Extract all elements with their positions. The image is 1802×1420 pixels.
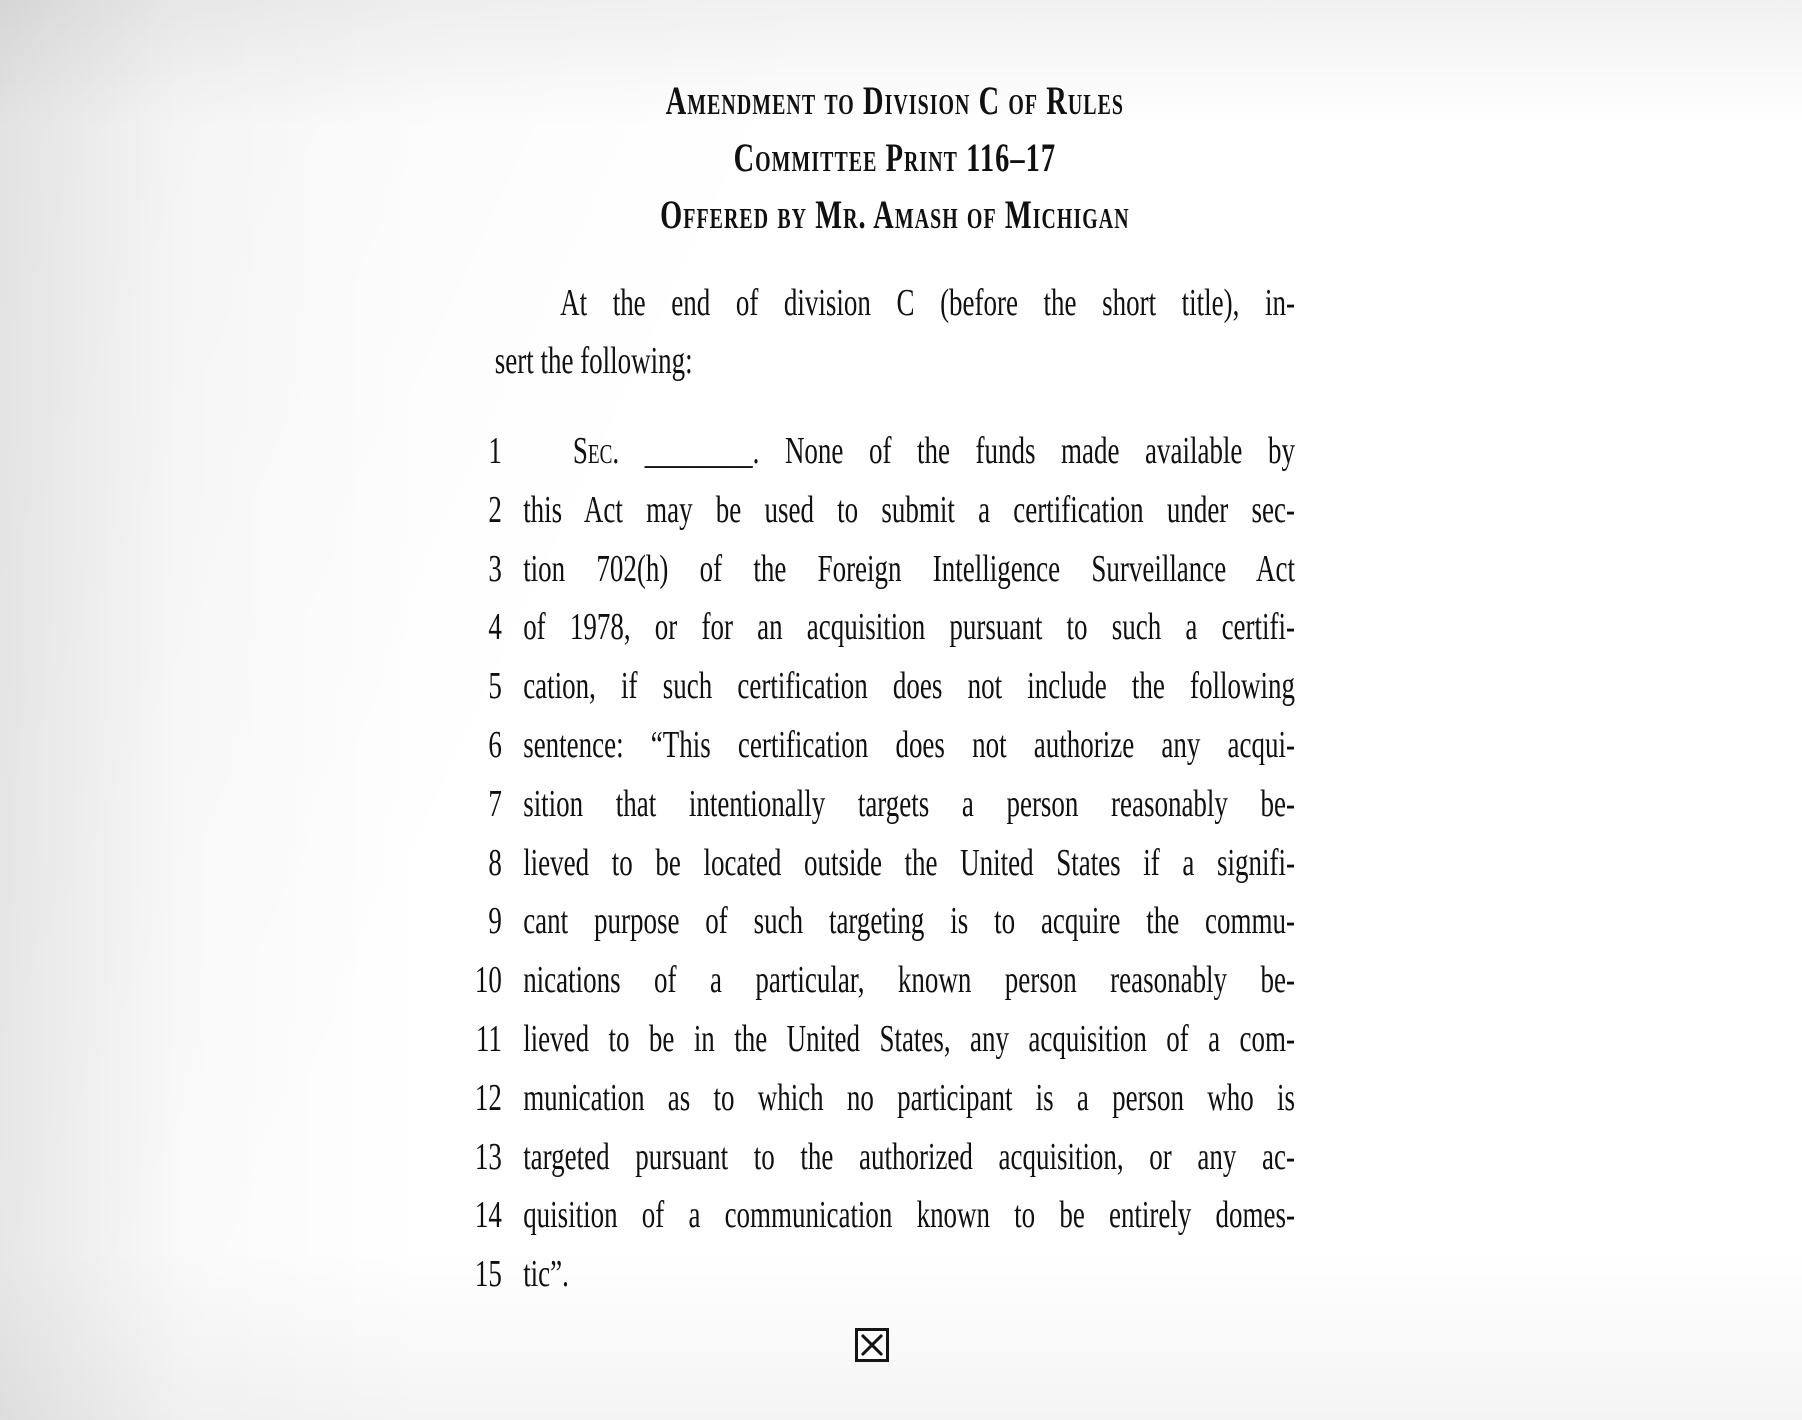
line-number: 14 [474, 1194, 502, 1237]
body-line [460, 716, 1295, 775]
numbered-text-block [460, 422, 1295, 1304]
line-number: 3 [488, 547, 502, 590]
body-line [460, 1128, 1295, 1187]
doc-title-line-1: Amendment to Division C of Rules [665, 78, 1125, 123]
line-number: 13 [474, 1135, 502, 1178]
line-text: tic”. [523, 1253, 569, 1296]
body-line [460, 1245, 1295, 1304]
line-text: targeted pursuant to the authorized acquisition, or any ac- [523, 1135, 1295, 1178]
body-line [460, 775, 1295, 834]
doc-title-line-3: Offered by Mr. Amash of Michigan [660, 192, 1130, 237]
line-number: 10 [474, 959, 502, 1002]
document-content [460, 0, 1295, 1420]
line-number: 15 [474, 1253, 502, 1296]
line-text: munication as to which no participant is a person who is [523, 1076, 1295, 1119]
document-header [495, 72, 1295, 243]
amendatory-instruction [495, 274, 1295, 390]
line-text: cation, if such certification does not include the following [523, 665, 1295, 708]
body-line [460, 1069, 1295, 1128]
sec-label: Sec. [572, 430, 620, 472]
line-number: 1 [488, 430, 502, 472]
doc-title-line-2: Committee Print 116–17 [733, 135, 1057, 180]
body-line [460, 834, 1295, 893]
body-line [460, 951, 1295, 1010]
line-text: quisition of a communication known to be entirely domes- [523, 1194, 1295, 1237]
line-number: 2 [488, 488, 502, 531]
line-text: nications of a particular, known person reasonably be- [523, 959, 1295, 1002]
line-number: 9 [488, 900, 502, 943]
line-number: 11 [475, 1017, 502, 1060]
body-line [460, 481, 1295, 540]
line-text: sition that intentionally targets a person reasonably be- [523, 782, 1295, 825]
body-line [460, 540, 1295, 599]
line-text [523, 422, 1295, 481]
body-line [460, 892, 1295, 951]
line-text: this Act may be used to submit a certification under sec- [523, 488, 1295, 531]
line-number: 4 [488, 606, 502, 649]
line-text: of 1978, or for an acquisition pursuant to such a certifi- [523, 606, 1295, 649]
body-line [460, 598, 1295, 657]
line-text: lieved to be located outside the United States if a signifi- [523, 841, 1295, 884]
line-number: 12 [474, 1076, 502, 1119]
line-number: 6 [488, 723, 502, 766]
instruction-line-1: At the end of division C (before the short title), in- [560, 282, 1295, 324]
body-line [460, 1010, 1295, 1069]
body-line [460, 1186, 1295, 1245]
line-number: 8 [488, 841, 502, 884]
line-text: lieved to be in the United States, any acquisition of a com- [523, 1017, 1295, 1060]
line-text: tion 702(h) of the Foreign Intelligence Surveillance Act [523, 547, 1295, 590]
instruction-line-2: sert the following: [494, 340, 693, 382]
line-text: sentence: “This certification does not authorize any acqui- [523, 723, 1295, 766]
sec-number-blank: ________ [644, 430, 753, 472]
body-line [460, 422, 1295, 481]
sec-text: . None of the funds made available by [752, 430, 1295, 472]
boxed-x-icon [855, 1328, 889, 1362]
line-number: 7 [488, 782, 502, 825]
line-text: cant purpose of such targeting is to acquire the commu- [523, 900, 1295, 943]
line-number: 5 [488, 665, 502, 708]
body-line [460, 657, 1295, 716]
